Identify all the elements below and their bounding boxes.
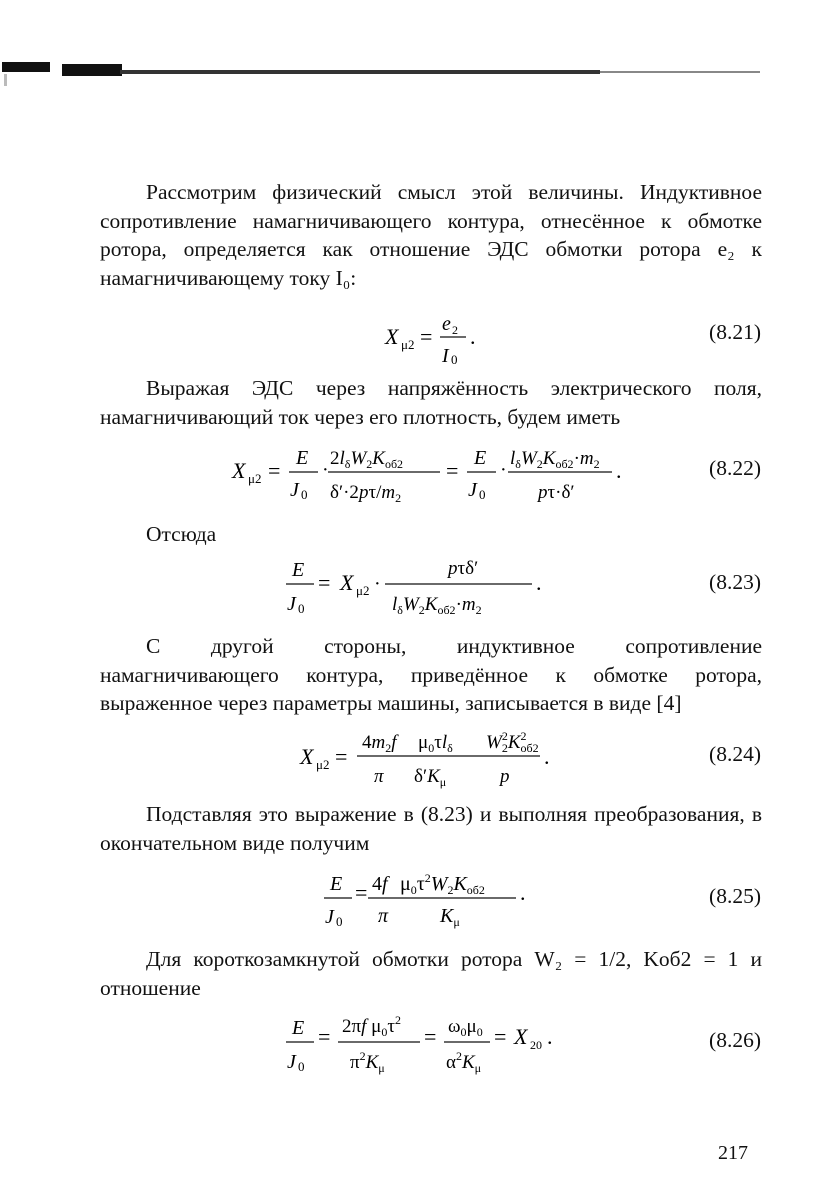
svg-text:2: 2 (452, 323, 458, 337)
svg-text:·: · (322, 459, 329, 481)
equation-number: (8.25) (709, 884, 761, 908)
svg-text:π: π (378, 905, 389, 927)
svg-text:lδW2Kоб2·m2: $l_\delta W_2K_{об2}\cdot m_2$ (510, 448, 600, 471)
svg-text:·: · (374, 573, 381, 595)
svg-text:=: = (494, 1024, 507, 1049)
svg-text:=: = (318, 570, 331, 595)
svg-text:π2Kμ: $\pi^2K_\mu$ (350, 1049, 385, 1075)
svg-text:X: X (232, 458, 246, 483)
svg-text:20: 20 (530, 1038, 542, 1052)
svg-text:.: . (520, 880, 526, 905)
paragraph-5: Подставляя это выражение в (8.23) и выполняя преобразования, в окончательном виде получим (100, 802, 762, 855)
paragraph-1: Рассмотрим физический смысл этой величины. Индуктивное сопротивление намагничивающего контура, отнесённое к обмотке ротора, определяется как отношение ЭДС обмотки ротора e₂ к намагничивающему току I₀: (100, 180, 762, 290)
svg-text:p: p (500, 766, 510, 787)
equation-8-24 (0, 724, 839, 804)
svg-text:.: . (544, 744, 550, 769)
equation-number: (8.22) (709, 456, 761, 480)
equation-number: (8.24) (709, 742, 761, 766)
svg-text:4f: 4f (372, 873, 388, 895)
svg-text:pτ·δ′: pτ·δ′ (538, 482, 575, 503)
svg-text:E: E (296, 447, 309, 469)
svg-text:μ2: μ2 (401, 337, 415, 352)
svg-text:0: 0 (298, 601, 305, 616)
paragraph-3: Отсюда (146, 522, 217, 546)
svg-text:μ2: μ2 (356, 583, 370, 598)
svg-text:0: 0 (298, 1059, 305, 1074)
svg-text:X: X (385, 324, 399, 349)
svg-text:J: J (325, 906, 334, 928)
svg-text:E: E (292, 559, 305, 581)
svg-text:μ2: μ2 (316, 757, 330, 772)
svg-text:X: X (300, 744, 314, 769)
svg-text:=: = (446, 458, 459, 483)
svg-text:lδW2Kоб2·m2: $l_\delta W_2K_{об2}\cdot m_2$ (392, 594, 482, 617)
paragraph-4: С другой стороны, индуктивное сопротивление намагничивающего контура, приведённое к обмотке ротора, выраженное через параметры машины, записывается в виде [4] (100, 634, 762, 715)
svg-text:μ0τlδ: $\mu_0\tau l_\delta$ (418, 732, 453, 755)
svg-text:0: 0 (336, 914, 343, 929)
paragraph-6: Для короткозамкнутой обмотки ротора W₂ = 1/2, Kоб2 = 1 и отношение (100, 947, 762, 1000)
equation-8-26 (0, 1002, 839, 1082)
svg-text:.: . (470, 324, 476, 349)
paragraph-2: Выражая ЭДС через напряжённость электрического поля, намагничивающий ток через его плотность, будем иметь (100, 376, 762, 429)
equation-8-23 (0, 548, 839, 628)
equation-8-25 (0, 860, 839, 940)
svg-text:ω0μ0: $\omega_0\mu_0$ (448, 1016, 483, 1039)
svg-text:=: = (420, 324, 433, 349)
svg-text:J: J (287, 593, 296, 615)
svg-text:α2Kμ: $\alpha^2K_\mu$ (446, 1049, 482, 1075)
svg-text:0: 0 (451, 352, 458, 367)
equation-number: (8.23) (709, 570, 761, 594)
svg-text:.: . (547, 1024, 553, 1049)
svg-text:e: e (442, 313, 451, 335)
svg-text:E: E (330, 873, 343, 895)
equation-number: (8.21) (709, 320, 761, 344)
svg-text:W22K2об2: $W^2$ $2K^2$ об2 (486, 729, 539, 755)
svg-text:X: X (340, 570, 354, 595)
equation-number: (8.26) (709, 1028, 761, 1052)
svg-text:π: π (374, 766, 384, 787)
svg-text:=: = (318, 1024, 331, 1049)
svg-text:I: I (442, 345, 449, 367)
svg-text:E: E (474, 447, 487, 469)
equation-8-22 (0, 438, 839, 518)
svg-text:J: J (290, 479, 299, 501)
svg-text:J: J (468, 479, 477, 501)
svg-text:.: . (616, 458, 622, 483)
equation-8-21 (0, 300, 839, 380)
svg-text:2πf μ0τ2: 2πf $\mu_0\tau^2$ (342, 1013, 401, 1039)
page-number: 217 (718, 1142, 748, 1164)
svg-text:δ′Kμ: $\delta'K_\mu$ (414, 766, 447, 789)
svg-text:Kμ: $K_\mu$ (440, 905, 460, 929)
svg-text:X: X (514, 1024, 528, 1049)
svg-text:.: . (536, 570, 542, 595)
scan-artifact-band (0, 56, 839, 86)
svg-text:2lδW2Kоб2: $2l_\delta W_2K_{об2}$ (330, 448, 404, 471)
svg-text:=: = (355, 880, 368, 905)
svg-text:0: 0 (479, 487, 486, 502)
svg-text:0: 0 (301, 487, 308, 502)
svg-text:=: = (268, 458, 281, 483)
svg-text:μ2: μ2 (248, 471, 262, 486)
svg-text:=: = (424, 1024, 437, 1049)
svg-text:E: E (292, 1017, 305, 1039)
svg-text:δ′·2pτ/m2: $\delta'\cdot 2p\tau/m_2$ (330, 482, 402, 505)
svg-text:pτδ′: pτδ′ (448, 558, 479, 579)
svg-text:μ0τ2W2Kоб2: $\mu_0\tau^2W_2K_{об2}$ (400, 871, 485, 897)
svg-text:·: · (500, 459, 507, 481)
svg-text:4m2f: $4m_2f$ (362, 732, 397, 755)
svg-text:J: J (287, 1051, 296, 1073)
svg-text:=: = (335, 744, 348, 769)
